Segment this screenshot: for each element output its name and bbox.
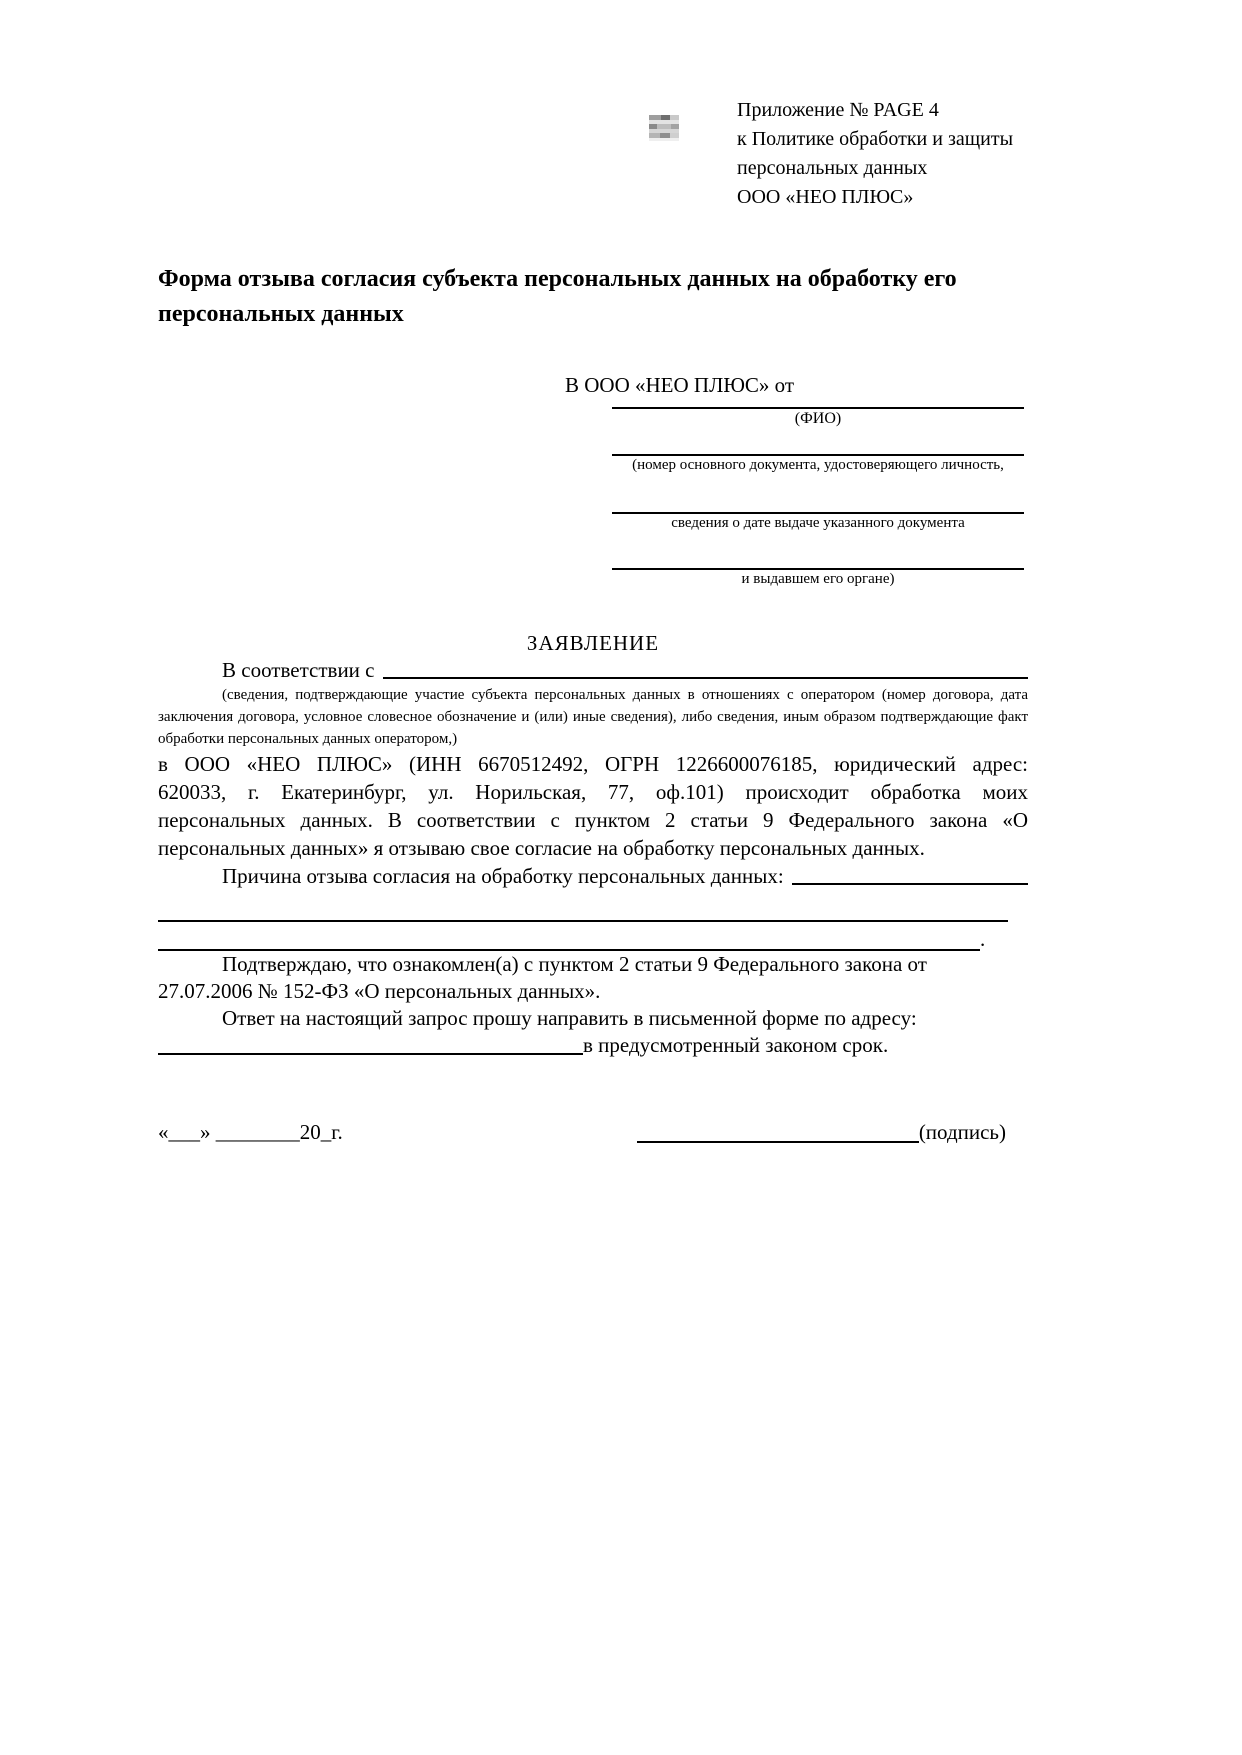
- appendix-header: [737, 96, 1013, 212]
- document-number-blank-line: [612, 442, 1024, 456]
- issue-date-blank-line: [612, 496, 1024, 514]
- reason-prefix: Причина отзыва согласия на обработку персональных данных:: [222, 864, 784, 888]
- issue-date-caption: сведения о дате выдаче указанного документа: [671, 515, 965, 531]
- document-title-line: персональных данных: [158, 301, 404, 327]
- small-print-line: обработки персональных данных оператором,): [158, 731, 458, 747]
- fio-field: [612, 398, 1024, 428]
- reason-blank-line-3: [158, 928, 1028, 951]
- issue-date-field: [612, 496, 1024, 532]
- document-number-caption: (номер основного документа, удостоверяющего личность,: [632, 457, 1004, 473]
- appendix-header-line: Приложение № PAGE 4: [737, 99, 939, 121]
- appendix-header-line: ООО «НЕО ПЛЮС»: [737, 186, 914, 208]
- document-number-field: [612, 442, 1024, 474]
- reason-blank-line-3-rule: [158, 928, 980, 951]
- document-title: [158, 262, 1028, 332]
- reason-blank-line-2: [158, 920, 1008, 922]
- reason-line: [158, 862, 1028, 890]
- answer-request-line: Ответ на настоящий запрос прошу направить в письменной форме по адресу:: [222, 1006, 917, 1030]
- blank-line-period: .: [980, 927, 986, 951]
- date-blank: «___» ________20_г.: [158, 1120, 343, 1144]
- answer-suffix: в предусмотренный законом срок.: [583, 1033, 889, 1057]
- signature-group: [637, 1119, 1006, 1146]
- confirmation-line: 27.07.2006 № 152-ФЗ «О персональных данных».: [158, 979, 601, 1003]
- signature-caption: (подпись): [918, 1120, 1006, 1144]
- small-print-line: заключения договора, условное словесное обозначение и (или) иные сведения), либо сведения, иным образом подтверждающие факт: [158, 709, 1028, 725]
- issuing-authority-blank-line: [612, 554, 1024, 570]
- confirmation-line: Подтверждаю, что ознакомлен(а) с пунктом 2 статьи 9 Федерального закона от: [222, 952, 927, 976]
- address-blank-line: [158, 1032, 583, 1055]
- small-print-line: (сведения, подтверждающие участие субъекта персональных данных в отношениях с оператором (номер договора, дата: [222, 687, 1028, 703]
- body-text-line: в ООО «НЕО ПЛЮС» (ИНН 6670512492, ОГРН 1226600076185, юридический адрес:: [158, 752, 1028, 776]
- appendix-header-line: к Политике обработки и защиты: [737, 128, 1014, 150]
- embedded-image-artifact-icon: [649, 115, 679, 146]
- reason-blank-line: [792, 862, 1028, 885]
- signature-blank-line: [637, 1121, 919, 1143]
- fio-blank-line: [612, 398, 1024, 409]
- intro-prefix: В соответствии с: [222, 658, 375, 682]
- document-title-line: Форма отзыва согласия субъекта персональных данных на обработку его: [158, 266, 957, 292]
- answer-address-line: [158, 1032, 1028, 1059]
- issuing-authority-caption: и выдавшем его органе): [741, 571, 895, 587]
- addressee-line: В ООО «НЕО ПЛЮС» от: [565, 373, 795, 397]
- fio-caption: (ФИО): [794, 410, 842, 427]
- appendix-header-line: персональных данных: [737, 157, 928, 179]
- body-text-line: персональных данных» я отзываю свое согласие на обработку персональных данных.: [158, 836, 925, 860]
- body-text-line: персональных данных. В соответствии с пунктом 2 статьи 9 Федерального закона «О: [158, 808, 1028, 832]
- intro-blank-line: [383, 657, 1029, 679]
- statement-heading: ЗАЯВЛЕНИЕ: [526, 631, 660, 655]
- issuing-authority-field: [612, 554, 1024, 588]
- intro-line: [158, 657, 1028, 684]
- body-text-line: 620033, г. Екатеринбург, ул. Норильская, 77, оф.101) происходит обработка моих: [158, 780, 1028, 804]
- signature-row: [158, 1119, 1028, 1146]
- addressee-fields: [612, 398, 1024, 588]
